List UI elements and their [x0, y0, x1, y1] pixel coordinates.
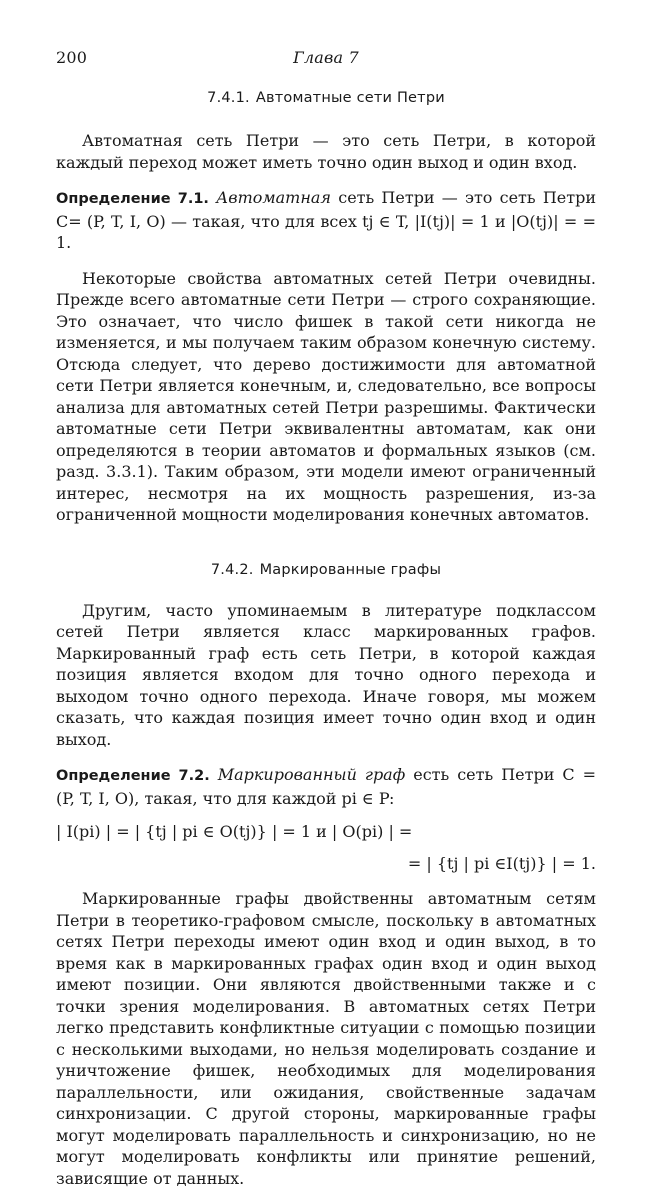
section2-intro-paragraph: Другим, часто упоминаемым в литературе подклассом сетей Петри является класс маркированных графов. Маркированный граф есть сеть Петри, в которой каждая позиция является входом для точно одного перехода и выходом точно одного перехода. Иначе говоря, мы можем сказать, что каждая позиция имеет точно один вход и один выход.	[56, 600, 596, 749]
defined-term: Маркированный граф	[217, 765, 406, 784]
section1-intro-paragraph: Автоматная сеть Петри — это сеть Петри, в которой каждый переход может иметь точно один выход и один вход.	[56, 131, 596, 172]
formula-line-1: | I(pi) | = | {tj | pi ∈ O(tj)} | = 1 и | O(pi) | =	[56, 822, 413, 841]
section-heading-7-4-1	[56, 90, 596, 106]
section2-body-paragraph: Маркированные графы двойственны автоматным сетям Петри в теоретико-графовом смысле, поскольку в автоматных сетях Петри переходы имеют один вход и один выход, в то время как в маркированных графах один вход и один выход имеют позиции. Они являются двойственными также и с точки зрения моделирования. В автоматных сетях Петри легко представить конфликтные ситуации с помощью позиции с несколькими выходами, но нельзя моделировать создание и уничтожение фишек, необходимых для моделирования параллельности, или ожидания, свойственные задачам синхронизации. С другой стороны, маркированные графы могут моделировать параллельность и синхронизацию, но не могут моделировать конфликты или принятие решений, зависящие от данных.	[56, 889, 596, 1188]
defined-term: Автоматная	[216, 188, 332, 207]
definition-text: сеть Петри — это сеть Петри C= (P, T, I, O) — такая, что для всех tj ∈ T, |I(tj)| = 1 и |O(tj)| = = 1.	[56, 188, 596, 252]
section-title-text: Маркированные графы	[259, 561, 442, 578]
definition-text: есть сеть Петри C = (P, T, I, O), такая, что для каждой pi ∈ P:	[56, 765, 596, 808]
formula-line-2: = | {tj | pi ∈I(tj)} | = 1.	[407, 853, 596, 873]
definition-7-2	[56, 764, 596, 809]
definition-label: Определение 7.1.	[56, 191, 209, 207]
section-number: 7.4.1.	[207, 90, 250, 106]
definition-7-1	[56, 187, 596, 254]
section-title-text: Автоматные сети Петри	[255, 90, 445, 106]
page-number: 200	[56, 48, 88, 67]
section-number: 7.4.2.	[210, 561, 254, 578]
definition-label: Определение 7.2.	[56, 768, 210, 784]
chapter-title: Глава 7	[293, 48, 359, 67]
running-head	[56, 42, 596, 68]
section-heading-7-4-2	[56, 562, 596, 578]
section1-body-paragraph: Некоторые свойства автоматных сетей Петри очевидны. Прежде всего автоматные сети Петри — строго сохраняющие. Это означает, что число фишек в такой сети никогда не изменяется, и мы получаем таким образом конечную систему. Отсюда следует, что дерево достижимости для автоматной сети Петри является конечным, и, следовательно, все вопросы анализа для автоматных сетей Петри разрешимы. Фактически автоматные сети Петри эквивалентны автоматам, как они определяются в теории автоматов и формальных языков (см. разд. 3.3.1). Таким образом, эти модели имеют ограниченный интерес, несмотря на их мощность разрешения, из-за ограниченной мощности моделирования конечных автоматов.	[56, 268, 596, 524]
book-page	[56, 42, 596, 1189]
